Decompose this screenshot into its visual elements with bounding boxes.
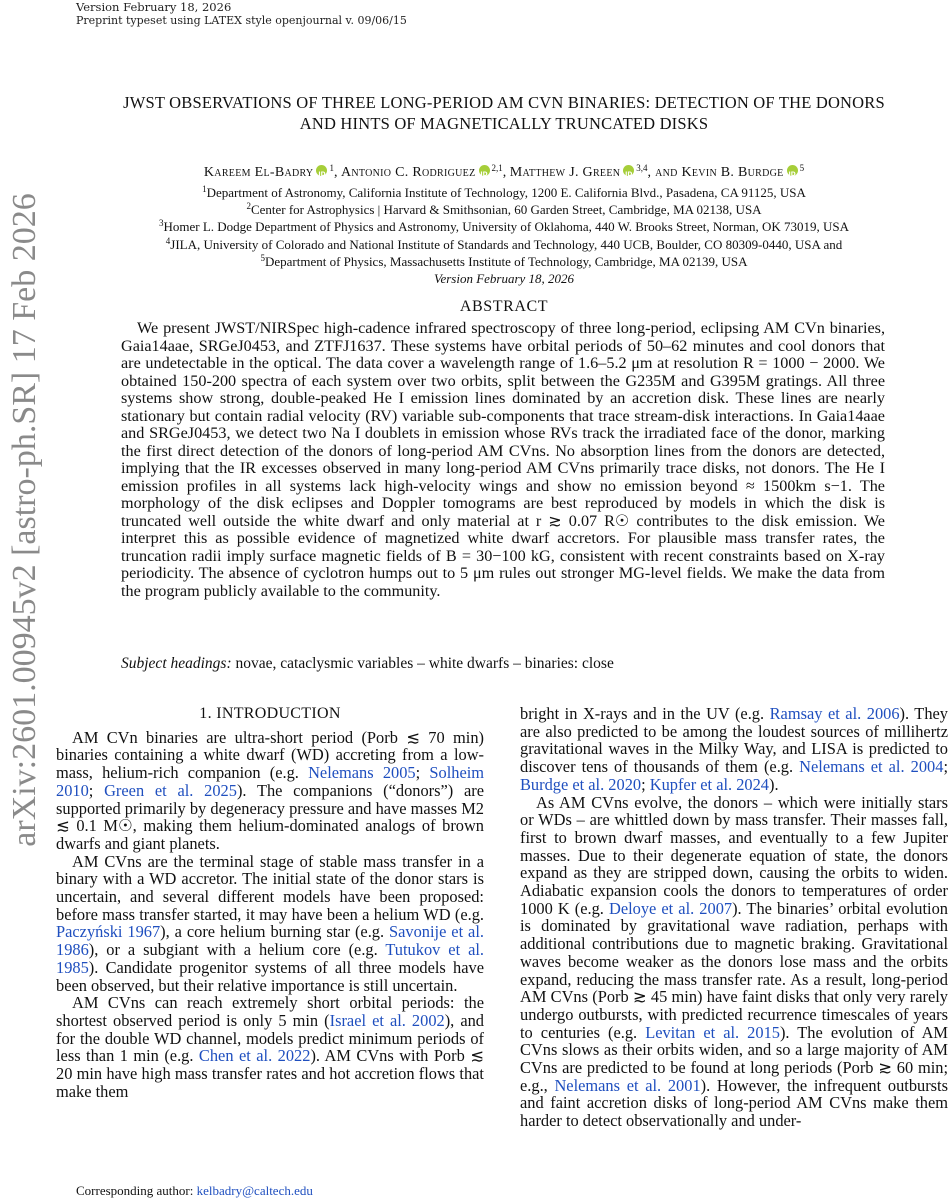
author-name: Kevin B. Burdge	[681, 165, 784, 180]
subject-headings-text: novae, cataclysmic variables – white dwarfs – binaries: close	[235, 655, 614, 672]
section-number: 1.	[199, 705, 212, 722]
arxiv-stamp	[0, 0, 50, 1200]
body-text: ). They are also predicted to be among the loudest sources of millihertz gravitational waves in the Milky Way, and LISA is predicted to discover tens of thousands of them (e.g.	[520, 705, 948, 777]
body-text: ). However, the infrequent outbursts and faint accretion disks of long-period AM CVns make them harder to detect observationally and under-	[520, 1075, 948, 1131]
section-heading	[56, 705, 484, 723]
affiliation	[60, 236, 948, 253]
citation-link[interactable]: Solheim 2010	[56, 763, 484, 800]
author-separator: , and	[647, 165, 682, 180]
citation-link[interactable]: Levitan et al. 2015	[645, 1022, 780, 1042]
version-date: Version February 18, 2026	[433, 271, 575, 287]
body-text: ). Candidate progenitor systems of all three models have been observed, but their relative importance is still uncertain.	[56, 957, 484, 995]
author-affil-sup: 1	[329, 163, 334, 173]
body-text: ;	[415, 763, 430, 783]
affil-text: Department of Astronomy, California Institute of Technology, 1200 E. California Blvd., Pasadena, CA 91125, USA	[206, 185, 806, 200]
title-line-2: AND HINTS OF MAGNETICALLY TRUNCATED DISKS	[299, 114, 709, 133]
body-text: ), and for the double WD channel, models predict minimum periods of less than 1 min (e.g.	[56, 1010, 484, 1066]
author-name: Antonio C. Rodriguez	[340, 165, 476, 180]
title-line-1: JWST OBSERVATIONS OF THREE LONG-PERIOD AM CVN BINARIES: DETECTION OF THE DONORS	[123, 93, 885, 112]
citation-link[interactable]: Savonije et al. 1986	[56, 922, 484, 960]
author-affil-sup: 5	[799, 163, 805, 173]
body-paragraph	[56, 729, 484, 853]
left-column	[56, 705, 484, 1171]
citation-link[interactable]: Ramsay et al. 2006	[769, 705, 900, 723]
section-title: INTRODUCTION	[216, 705, 341, 722]
citation-link[interactable]: Nelemans et al. 2001	[554, 1075, 701, 1095]
orcid-icon[interactable]	[787, 165, 798, 176]
typeset-line: Preprint typeset using LATEX style openjournal v. 09/06/15	[76, 14, 407, 27]
body-paragraph	[520, 705, 948, 794]
affil-sup: 5	[260, 252, 265, 263]
abstract-heading: ABSTRACT	[459, 298, 549, 315]
citation-link[interactable]: Chen et al. 2022	[198, 1046, 311, 1066]
right-column	[520, 705, 948, 1200]
orcid-icon[interactable]	[623, 165, 634, 176]
version-line: Version February 18, 2026	[76, 0, 232, 14]
citation-link[interactable]: Burdge et al. 2020	[520, 774, 642, 794]
subject-headings-label: Subject headings:	[121, 655, 232, 672]
body-text: As AM CVns evolve, the donors – which were initially stars or WDs – are whittled down by mass transfer. Their masses fall, first to brown dwarf masses, and eventually to a few Jupiter masses. Due to their degenerate equation of state, the donors expand as they are stripped down, causing the orbits to widen. Adiabatic expansion cools the donors to temperatures of order 1000 K (e.g.	[520, 792, 948, 918]
citation-link[interactable]: Green et al. 2025	[104, 780, 237, 800]
citation-link[interactable]: Israel et al. 2002	[329, 1010, 445, 1030]
subject-headings	[121, 655, 885, 673]
body-text: AM CVns are the terminal stage of stable mass transfer in a binary with a WD accretor. The initial state of the donor stars is uncertain, and several different models have been proposed: before mass transfer started, it may have been a helium WD (e.g.	[56, 851, 484, 924]
citation-link[interactable]: Paczyński 1967	[56, 922, 161, 942]
right-column-paragraphs	[520, 705, 948, 1130]
affiliations	[60, 184, 948, 287]
author-affil-sup: 3,4	[636, 163, 648, 173]
body-text: ;	[943, 757, 948, 777]
affil-sup: 1	[202, 184, 207, 194]
affiliation	[60, 201, 948, 218]
body-text: AM CVn binaries are ultra-short period (Porb ≲ 70 min) binaries containing a white dwarf (WD) accreting from a low-mass, helium-rich companion (e.g.	[56, 727, 484, 783]
body-text: AM CVns can reach extremely short orbital periods: the shortest observed period is only 5 min (	[56, 993, 484, 1030]
body-text: ;	[88, 780, 105, 800]
citation-link[interactable]: Tutukov et al. 1985	[56, 940, 484, 977]
affiliation	[60, 218, 948, 235]
author-name: Matthew J. Green	[509, 165, 621, 180]
email-link[interactable]: kelbadry@caltech.edu	[196, 1183, 313, 1198]
footnote-label: Corresponding author:	[76, 1183, 197, 1198]
footnote	[76, 1183, 313, 1199]
citation-link[interactable]: Nelemans et al. 2004	[799, 757, 944, 777]
affil-text: JILA, University of Colorado and National Institute of Standards and Technology, 440 UCB, Boulder, CO 80309-0440, USA and	[170, 236, 843, 252]
affil-sup: 2	[246, 201, 251, 212]
running-header	[76, 0, 407, 28]
body-text: ).	[769, 774, 779, 794]
author-affil-sup: 2,1	[491, 163, 503, 173]
body-text: ). The binaries’ orbital evolution is dominated by gravitational wave radiation, perhaps with additional contributions due to magnetic braking. Gravitational waves become weaker as the donors lose mass and the orbits expand, reducing the mass transfer rate. As a result, long-period AM CVns (Porb ≳ 45 min) have faint disks that only very rarely undergo outbursts, with predicted recurrence timescales of years to centuries (e.g.	[520, 898, 948, 1042]
body-text: ). The companions (“donors”) are supported primarily by degeneracy pressure and have masses M2 ≲ 0.1 M☉, making them helium-dominated analogs of brown dwarfs and giant planets.	[56, 780, 484, 853]
body-paragraph	[520, 794, 948, 1130]
body-text: ). The evolution of AM CVns slows as their orbits widen, and so a large majority of AM CVns are predicted to be found at long periods (Porb ≳ 60 min; e.g.,	[520, 1022, 948, 1095]
author-name: Kareem El-Badry	[203, 165, 314, 180]
orcid-icon[interactable]	[316, 165, 327, 176]
author-list	[70, 164, 938, 182]
affil-text: Center for Astrophysics | Harvard & Smithsonian, 60 Garden Street, Cambridge, MA 02138, USA	[250, 202, 762, 218]
affil-text: Department of Physics, Massachusetts Institute of Technology, Cambridge, MA 02139, USA	[264, 253, 748, 269]
body-paragraph	[56, 994, 484, 1100]
affiliation	[60, 253, 948, 270]
author-separator: ,	[333, 165, 341, 180]
affil-sup: 4	[165, 235, 171, 246]
arxiv-stamp-text: arXiv:2601.00945v2 [astro-ph.SR] 17 Feb 2026	[6, 193, 43, 847]
body-text: ;	[641, 774, 650, 794]
affil-text: Homer L. Dodge Department of Physics and Astronomy, University of Oklahoma, 440 W. Brooks Street, Norman, OK 73019, USA	[163, 219, 850, 235]
left-column-paragraphs	[56, 729, 484, 1101]
body-text: ). AM CVns with Porb ≲ 20 min have high mass transfer rates and hot accretion flows that make them	[56, 1046, 484, 1101]
citation-link[interactable]: Kupfer et al. 2024	[649, 774, 769, 794]
citation-link[interactable]: Nelemans 2005	[308, 763, 416, 783]
body-text: bright in X-rays and in the UV (e.g.	[520, 705, 770, 723]
body-text: ), or a subgiant with a helium core (e.g.	[88, 940, 386, 960]
body-text: ), a core helium burning star (e.g.	[160, 922, 390, 942]
body-paragraph	[56, 853, 484, 995]
abstract-body: We present JWST/NIRSpec high-cadence infrared spectroscopy of three long-period, eclipsing AM CVn binaries, Gaia14aae, SRGeJ0453, and ZTFJ1637. These systems have orbital periods of 50–62 minutes and cool donors that are undetectable in the optical. The data cover a wavelength range of 1.6–5.2 μm at resolution R = 1000 − 2000. We obtained 150-200 spectra of each system over two orbits, split between the G235M and G395M gratings. All three systems show strong, double-peaked He I emission lines dominated by an accretion disk. These lines are nearly stationary but contain radial velocity (RV) variable sub-components that trace stream-disk interactions. In Gaia14aae and SRGeJ0453, we detect two Na I doublets in emission whose RVs track the irradiated face of the donor, marking the first direct detection of the donors of long-period AM CVns. No absorption lines from the donors are detected, implying that the IR excesses observed in many long-period AM CVns primarily trace disks, not donors. The He I emission profiles in all systems lack high-velocity wings and show no emission beyond ≈ 1500km s−1. The morphology of the disk eclipses and Doppler tomograms are best reproduced by models in which the disk is truncated well outside the white dwarf and only material at r ≳ 0.07 R☉ contributes to the disk emission. We interpret this as possible evidence of magnetized white dwarf accretors. For plausible mass transfer rates, the truncation radii imply surface magnetic fields of B = 30−100 kG, consistent with recent constraints based on X-ray periodicity. The absence of cyclotron humps out to 5 μm rules out stronger MG-level fields. We make the data from the program publicly available to the community.	[121, 319, 885, 600]
orcid-icon[interactable]	[479, 165, 490, 176]
affiliation	[60, 184, 948, 201]
citation-link[interactable]: Deloye et al. 2007	[608, 898, 733, 918]
author-separator: ,	[502, 165, 510, 180]
affil-sup: 3	[158, 218, 164, 229]
paper-title	[70, 92, 938, 134]
